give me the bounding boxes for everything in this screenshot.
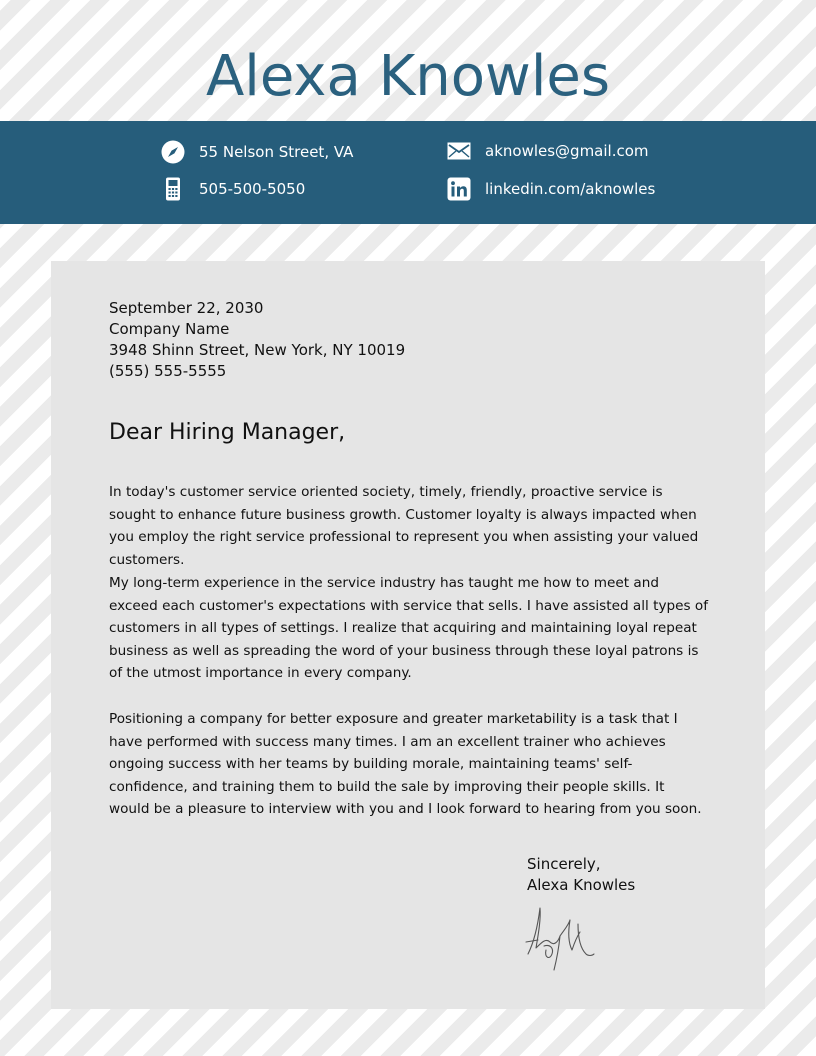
company-street: 3948 Shinn Street, New York, NY 10019: [109, 341, 406, 359]
phone-text: 505-500-5050: [199, 180, 306, 198]
contact-address: [161, 140, 353, 164]
closing-text: Sincerely,: [527, 855, 601, 873]
paragraph-1: In today's customer service oriented society, timely, friendly, proactive service is sought to enhance future business growth. Customer loyalty is always impacted when you employ the right service professional to represent you when assisting your valued customers.: [109, 484, 699, 568]
linkedin-icon: [447, 177, 471, 201]
phone-icon: [161, 177, 185, 201]
greeting: Dear Hiring Manager,: [109, 420, 346, 445]
email-text: aknowles@gmail.com: [485, 142, 649, 160]
letter-date: September 22, 2030: [109, 299, 264, 317]
applicant-name: Alexa Knowles: [205, 44, 611, 109]
contact-phone: [161, 177, 305, 201]
contact-linkedin: [447, 177, 655, 201]
linkedin-text: linkedin.com/aknowles: [485, 180, 656, 198]
company-phone: (555) 555-5555: [109, 362, 227, 380]
company-name: Company Name: [109, 320, 230, 338]
closing-block: [527, 854, 635, 896]
contact-email: [447, 139, 649, 163]
contact-bar: [0, 121, 816, 224]
address-text: 55 Nelson Street, VA: [199, 143, 354, 161]
compass-icon: [161, 140, 185, 164]
mail-icon: [447, 139, 471, 163]
signature-image: [524, 902, 598, 978]
signer-name: Alexa Knowles: [527, 876, 636, 894]
paragraph-3: Positioning a company for better exposure and greater marketability is a task that I have performed with success many times. I am an excellent trainer who achieves ongoing success with her teams by building morale, maintaining teams' self-confidence, and training them to build the sale by improving their people skills. It would be a pleasure to interview with you and I look forward to hearing from you soon.: [109, 711, 702, 817]
paragraph-2: My long-term experience in the service industry has taught me how to meet and exceed each customer's expectations with service that sells. I have assisted all types of customers in all types of settings. I realize that acquiring and maintaining loyal repeat business as well as spreading the word of your business through these loyal patrons is of the utmost importance in every company.: [109, 575, 708, 681]
recipient-block: [109, 298, 405, 382]
